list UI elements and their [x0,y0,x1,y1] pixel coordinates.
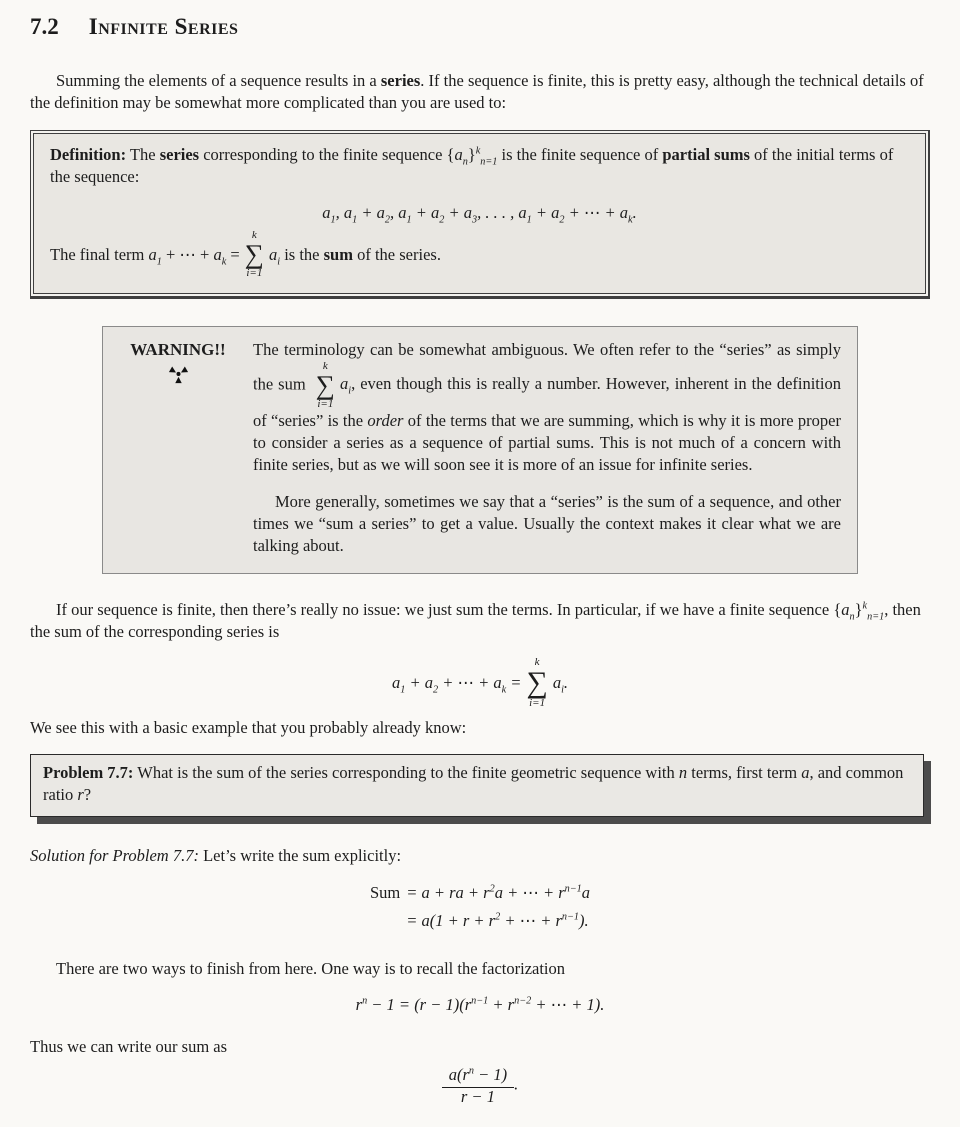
eq1-rhs: = a + ra + $r^2a$ + ⋯ + $r^{n-1}a$ [406,883,591,903]
fraction-numerator: $a(r^n - 1)$ [442,1065,514,1088]
definition-text: Definition: The series corresponding to the finite sequence $\{a_n\}^k_{n=1}$ is the finite sequence of partial sums of the initial terms of the sequence: [50,145,894,187]
eq2-rhs: = $a(1 + r + r^2$ + ⋯ + $r^{n-1}$). [406,911,589,931]
two-ways-paragraph: There are two ways to finish from here. One way is to recall the factorization [56,959,566,979]
sigma-icon: ∑ [315,370,335,401]
problem-statement: Problem 7.7: What is the sum of the series corresponding to the finite geometric sequence with n terms, first term a, and common ratio r? [43,762,904,804]
intro-paragraph: Summing the elements of a sequence results in a series. If the sequence is finite, this is pretty easy, although the technical details of the definition may be somewhat more complicated than you are used to: [30,70,924,112]
section-title: Infinite Series [88,14,239,39]
partial-sums-formula: $a_1$, $a_1 + a_2$, $a_1 + a_2 + a_3$, . . . , $a_1 + a_2$ + ⋯ + $a_k$. [322,203,637,226]
warning-label-column [103,339,253,557]
factorization-equation: $r^n - 1 = (r - 1)(r^{n-1} + r^{n-2}$ + ⋯ + 1). [355,995,605,1015]
warning-p1-post: $a_i$, even though this is really a number. However, inherent in the definition of “series” is the order of the terms that we are summing, which is why it is more proper to consider a series as a sequence of partial sums. This is not much of a concern with finite series, but as we will soon see it is more of an issue for infinite series. [253,374,841,475]
section-number: 7.2 [30,14,59,39]
radiation-icon [103,363,253,390]
eq2-lhs [370,910,400,932]
display-eq-post: $a_i$. [552,672,569,696]
basic-example-lead: We see this with a basic example that you probably already know: [30,717,467,737]
finite-sequence-paragraph: If our sequence is finite, then there’s really no issue: we just sum the terms. In particular, if we have a finite sequence $\{a_n\}^k_{n=1}$, then the sum of the corresponding series is [30,599,921,641]
warning-paragraph-2: More generally, sometimes we say that a “series” is the sum of a sequence, and other times we “sum a series” to get a value. Usually the context makes it clear what we are talking about. [253,492,841,555]
warning-text-column [253,339,841,557]
warning-p1-pre: The terminology can be somewhat ambiguous. We often refer to the “series” as simply the sum [253,340,841,394]
fraction-denominator: r − 1 [460,1087,495,1107]
sum-display-equation [30,657,930,709]
final-fraction-line [30,1064,930,1108]
display-eq-pre: $a_1 + a_2$ + ⋯ + $a_k$ = [391,672,522,696]
definition-box-inner [33,133,926,294]
sum-upper-limit: k [534,655,540,668]
summation-symbol [316,361,335,410]
fraction-period: . [514,1074,519,1094]
sigma-icon: ∑ [526,665,548,699]
sum-expansion-equations [370,882,590,932]
problem-box [30,754,924,817]
definition-box [30,130,930,299]
definition-final-term [50,230,909,279]
summation-symbol [526,657,547,709]
sum-lower-limit: i=1 [246,267,263,280]
sum-upper-limit: k [251,229,257,242]
warning-box [102,326,858,574]
summation-symbol [245,230,264,279]
sum-lower-limit: i=1 [317,398,334,411]
eq1-lhs: Sum [369,883,401,903]
warning-paragraph-1 [253,339,841,476]
warning-label: WARNING!! [130,340,226,360]
final-term-pre: The final term $a_1$ + ⋯ + $a_k$ = [50,244,240,268]
thus-paragraph: Thus we can write our sum as [30,1037,228,1057]
fraction [442,1064,514,1108]
sum-lower-limit: i=1 [529,696,546,709]
sum-upper-limit: k [322,360,328,373]
section-header [30,12,930,43]
solution-lead: Solution for Problem 7.7: Let’s write the sum explicitly: [30,845,402,865]
final-term-post: $a_i$ is the sum of the series. [268,244,441,268]
sigma-icon: ∑ [244,239,264,270]
